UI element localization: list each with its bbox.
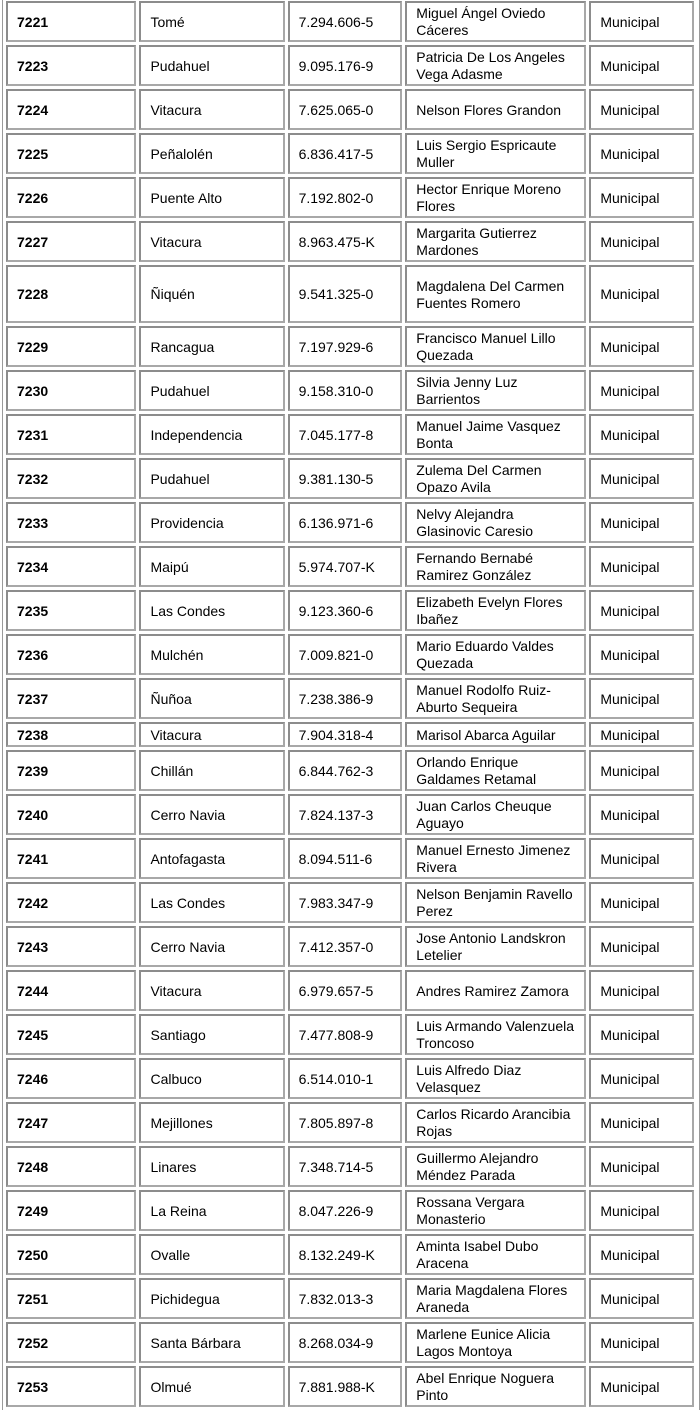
cell-comuna: Ñuñoa (139, 678, 284, 719)
cell-rut: 7.045.177-8 (288, 414, 403, 455)
cell-rut: 7.881.988-K (288, 1366, 403, 1407)
cell-rut: 7.805.897-8 (288, 1102, 403, 1143)
cell-rut: 8.268.034-9 (288, 1322, 403, 1363)
cell-comuna: Pichidegua (139, 1278, 284, 1319)
cell-rut: 7.238.386-9 (288, 678, 403, 719)
cell-dependencia: Municipal (589, 414, 694, 455)
cell-number: 7253 (6, 1366, 136, 1407)
cell-rut: 9.095.176-9 (288, 45, 403, 86)
cell-rut: 7.904.318-4 (288, 722, 403, 747)
cell-dependencia: Municipal (589, 1058, 694, 1099)
cell-rut: 9.158.310-0 (288, 370, 403, 411)
cell-nombre: Luis Sergio Espricaute Muller (405, 133, 586, 174)
table-row (6, 221, 694, 262)
cell-number: 7228 (6, 265, 136, 323)
cell-dependencia: Municipal (589, 926, 694, 967)
cell-nombre: Francisco Manuel Lillo Quezada (405, 326, 586, 367)
cell-number: 7236 (6, 634, 136, 675)
cell-number: 7247 (6, 1102, 136, 1143)
cell-comuna: Calbuco (139, 1058, 284, 1099)
cell-number: 7221 (6, 1, 136, 42)
cell-comuna: Rancagua (139, 326, 284, 367)
cell-dependencia: Municipal (589, 1014, 694, 1055)
table-row (6, 1190, 694, 1231)
cell-dependencia: Municipal (589, 882, 694, 923)
cell-dependencia: Municipal (589, 133, 694, 174)
cell-number: 7242 (6, 882, 136, 923)
cell-nombre: Maria Magdalena Flores Araneda (405, 1278, 586, 1319)
cell-nombre: Manuel Jaime Vasquez Bonta (405, 414, 586, 455)
cell-nombre: Aminta Isabel Dubo Aracena (405, 1234, 586, 1275)
cell-dependencia: Municipal (589, 89, 694, 130)
cell-dependencia: Municipal (589, 1146, 694, 1187)
cell-number: 7231 (6, 414, 136, 455)
cell-dependencia: Municipal (589, 1322, 694, 1363)
cell-rut: 6.836.417-5 (288, 133, 403, 174)
cell-number: 7233 (6, 502, 136, 543)
cell-number: 7235 (6, 590, 136, 631)
table-row (6, 1, 694, 42)
cell-nombre: Silvia Jenny Luz Barrientos (405, 370, 586, 411)
cell-dependencia: Municipal (589, 590, 694, 631)
cell-comuna: Santiago (139, 1014, 284, 1055)
cell-comuna: Independencia (139, 414, 284, 455)
cell-nombre: Manuel Ernesto Jimenez Rivera (405, 838, 586, 879)
table-row (6, 882, 694, 923)
table-row (6, 502, 694, 543)
cell-nombre: Carlos Ricardo Arancibia Rojas (405, 1102, 586, 1143)
table-row (6, 177, 694, 218)
cell-comuna: Las Condes (139, 590, 284, 631)
cell-rut: 7.477.808-9 (288, 1014, 403, 1055)
cell-nombre: Miguel Ángel Oviedo Cáceres (405, 1, 586, 42)
table-row (6, 678, 694, 719)
cell-comuna: Chillán (139, 750, 284, 791)
cell-comuna: Vitacura (139, 89, 284, 130)
cell-dependencia: Municipal (589, 1190, 694, 1231)
cell-comuna: Maipú (139, 546, 284, 587)
cell-dependencia: Municipal (589, 45, 694, 86)
cell-number: 7250 (6, 1234, 136, 1275)
cell-rut: 7.294.606-5 (288, 1, 403, 42)
cell-nombre: Manuel Rodolfo Ruiz-Aburto Sequeira (405, 678, 586, 719)
cell-number: 7244 (6, 970, 136, 1011)
cell-nombre: Jose Antonio Landskron Letelier (405, 926, 586, 967)
cell-rut: 7.197.929-6 (288, 326, 403, 367)
cell-dependencia: Municipal (589, 750, 694, 791)
cell-rut: 9.541.325-0 (288, 265, 403, 323)
table-row (6, 546, 694, 587)
table-row (6, 750, 694, 791)
cell-nombre: Marlene Eunice Alicia Lagos Montoya (405, 1322, 586, 1363)
cell-rut: 5.974.707-K (288, 546, 403, 587)
cell-nombre: Luis Alfredo Diaz Velasquez (405, 1058, 586, 1099)
cell-comuna: Vitacura (139, 221, 284, 262)
cell-number: 7225 (6, 133, 136, 174)
cell-nombre: Patricia De Los Angeles Vega Adasme (405, 45, 586, 86)
cell-comuna: Puente Alto (139, 177, 284, 218)
cell-dependencia: Municipal (589, 1102, 694, 1143)
cell-rut: 7.192.802-0 (288, 177, 403, 218)
table-row (6, 1322, 694, 1363)
cell-rut: 8.132.249-K (288, 1234, 403, 1275)
table-row (6, 1146, 694, 1187)
cell-number: 7229 (6, 326, 136, 367)
cell-dependencia: Municipal (589, 678, 694, 719)
records-table (3, 0, 697, 1410)
cell-number: 7241 (6, 838, 136, 879)
cell-dependencia: Municipal (589, 177, 694, 218)
table-row (6, 370, 694, 411)
cell-rut: 8.047.226-9 (288, 1190, 403, 1231)
table-row (6, 1366, 694, 1407)
table-row (6, 926, 694, 967)
table-row (6, 326, 694, 367)
cell-rut: 8.963.475-K (288, 221, 403, 262)
cell-number: 7245 (6, 1014, 136, 1055)
cell-comuna: Ovalle (139, 1234, 284, 1275)
cell-comuna: Santa Bárbara (139, 1322, 284, 1363)
cell-dependencia: Municipal (589, 502, 694, 543)
cell-comuna: Pudahuel (139, 458, 284, 499)
cell-rut: 7.832.013-3 (288, 1278, 403, 1319)
cell-rut: 6.514.010-1 (288, 1058, 403, 1099)
cell-rut: 7.625.065-0 (288, 89, 403, 130)
cell-number: 7237 (6, 678, 136, 719)
cell-nombre: Juan Carlos Cheuque Aguayo (405, 794, 586, 835)
cell-comuna: Olmué (139, 1366, 284, 1407)
cell-dependencia: Municipal (589, 265, 694, 323)
cell-comuna: Vitacura (139, 722, 284, 747)
cell-rut: 7.412.357-0 (288, 926, 403, 967)
cell-dependencia: Municipal (589, 546, 694, 587)
cell-number: 7249 (6, 1190, 136, 1231)
cell-number: 7239 (6, 750, 136, 791)
cell-nombre: Marisol Abarca Aguilar (405, 722, 586, 747)
cell-nombre: Elizabeth Evelyn Flores Ibañez (405, 590, 586, 631)
records-table-container (2, 0, 700, 1410)
table-row (6, 458, 694, 499)
cell-comuna: Cerro Navia (139, 794, 284, 835)
cell-nombre: Magdalena Del Carmen Fuentes Romero (405, 265, 586, 323)
table-row (6, 89, 694, 130)
table-row (6, 265, 694, 323)
cell-nombre: Abel Enrique Noguera Pinto (405, 1366, 586, 1407)
cell-rut: 9.123.360-6 (288, 590, 403, 631)
cell-rut: 8.094.511-6 (288, 838, 403, 879)
cell-number: 7234 (6, 546, 136, 587)
cell-dependencia: Municipal (589, 370, 694, 411)
cell-comuna: Peñalolén (139, 133, 284, 174)
cell-nombre: Mario Eduardo Valdes Quezada (405, 634, 586, 675)
cell-rut: 7.348.714-5 (288, 1146, 403, 1187)
cell-number: 7243 (6, 926, 136, 967)
cell-nombre: Rossana Vergara Monasterio (405, 1190, 586, 1231)
cell-rut: 7.009.821-0 (288, 634, 403, 675)
cell-dependencia: Municipal (589, 722, 694, 747)
cell-nombre: Nelson Benjamin Ravello Perez (405, 882, 586, 923)
cell-nombre: Orlando Enrique Galdames Retamal (405, 750, 586, 791)
table-row (6, 590, 694, 631)
cell-dependencia: Municipal (589, 326, 694, 367)
cell-dependencia: Municipal (589, 1234, 694, 1275)
table-row (6, 133, 694, 174)
table-row (6, 970, 694, 1011)
cell-dependencia: Municipal (589, 634, 694, 675)
cell-dependencia: Municipal (589, 1366, 694, 1407)
table-row (6, 1234, 694, 1275)
cell-number: 7248 (6, 1146, 136, 1187)
table-row (6, 634, 694, 675)
table-row (6, 838, 694, 879)
cell-number: 7251 (6, 1278, 136, 1319)
cell-nombre: Margarita Gutierrez Mardones (405, 221, 586, 262)
cell-rut: 6.979.657-5 (288, 970, 403, 1011)
cell-comuna: Tomé (139, 1, 284, 42)
cell-rut: 7.824.137-3 (288, 794, 403, 835)
cell-number: 7226 (6, 177, 136, 218)
cell-comuna: La Reina (139, 1190, 284, 1231)
cell-number: 7240 (6, 794, 136, 835)
cell-dependencia: Municipal (589, 1278, 694, 1319)
table-row (6, 1014, 694, 1055)
table-row (6, 45, 694, 86)
cell-nombre: Nelvy Alejandra Glasinovic Caresio (405, 502, 586, 543)
cell-number: 7246 (6, 1058, 136, 1099)
cell-comuna: Las Condes (139, 882, 284, 923)
table-row (6, 1102, 694, 1143)
cell-dependencia: Municipal (589, 458, 694, 499)
cell-number: 7230 (6, 370, 136, 411)
cell-comuna: Pudahuel (139, 45, 284, 86)
cell-nombre: Zulema Del Carmen Opazo Avila (405, 458, 586, 499)
cell-comuna: Vitacura (139, 970, 284, 1011)
table-row (6, 1058, 694, 1099)
cell-comuna: Ñiquén (139, 265, 284, 323)
cell-comuna: Pudahuel (139, 370, 284, 411)
cell-dependencia: Municipal (589, 838, 694, 879)
cell-rut: 6.136.971-6 (288, 502, 403, 543)
cell-number: 7238 (6, 722, 136, 747)
cell-number: 7252 (6, 1322, 136, 1363)
cell-comuna: Providencia (139, 502, 284, 543)
cell-dependencia: Municipal (589, 794, 694, 835)
cell-nombre: Nelson Flores Grandon (405, 89, 586, 130)
table-row (6, 414, 694, 455)
cell-dependencia: Municipal (589, 1, 694, 42)
cell-nombre: Fernando Bernabé Ramirez González (405, 546, 586, 587)
cell-number: 7223 (6, 45, 136, 86)
cell-comuna: Antofagasta (139, 838, 284, 879)
cell-rut: 9.381.130-5 (288, 458, 403, 499)
cell-number: 7224 (6, 89, 136, 130)
cell-comuna: Mulchén (139, 634, 284, 675)
cell-nombre: Luis Armando Valenzuela Troncoso (405, 1014, 586, 1055)
cell-nombre: Andres Ramirez Zamora (405, 970, 586, 1011)
cell-rut: 6.844.762-3 (288, 750, 403, 791)
cell-comuna: Cerro Navia (139, 926, 284, 967)
table-row (6, 722, 694, 747)
cell-nombre: Hector Enrique Moreno Flores (405, 177, 586, 218)
cell-number: 7232 (6, 458, 136, 499)
cell-dependencia: Municipal (589, 221, 694, 262)
cell-dependencia: Municipal (589, 970, 694, 1011)
table-row (6, 794, 694, 835)
cell-comuna: Linares (139, 1146, 284, 1187)
cell-number: 7227 (6, 221, 136, 262)
cell-comuna: Mejillones (139, 1102, 284, 1143)
cell-nombre: Guillermo Alejandro Méndez Parada (405, 1146, 586, 1187)
records-table-body (6, 0, 694, 1407)
cell-rut: 7.983.347-9 (288, 882, 403, 923)
